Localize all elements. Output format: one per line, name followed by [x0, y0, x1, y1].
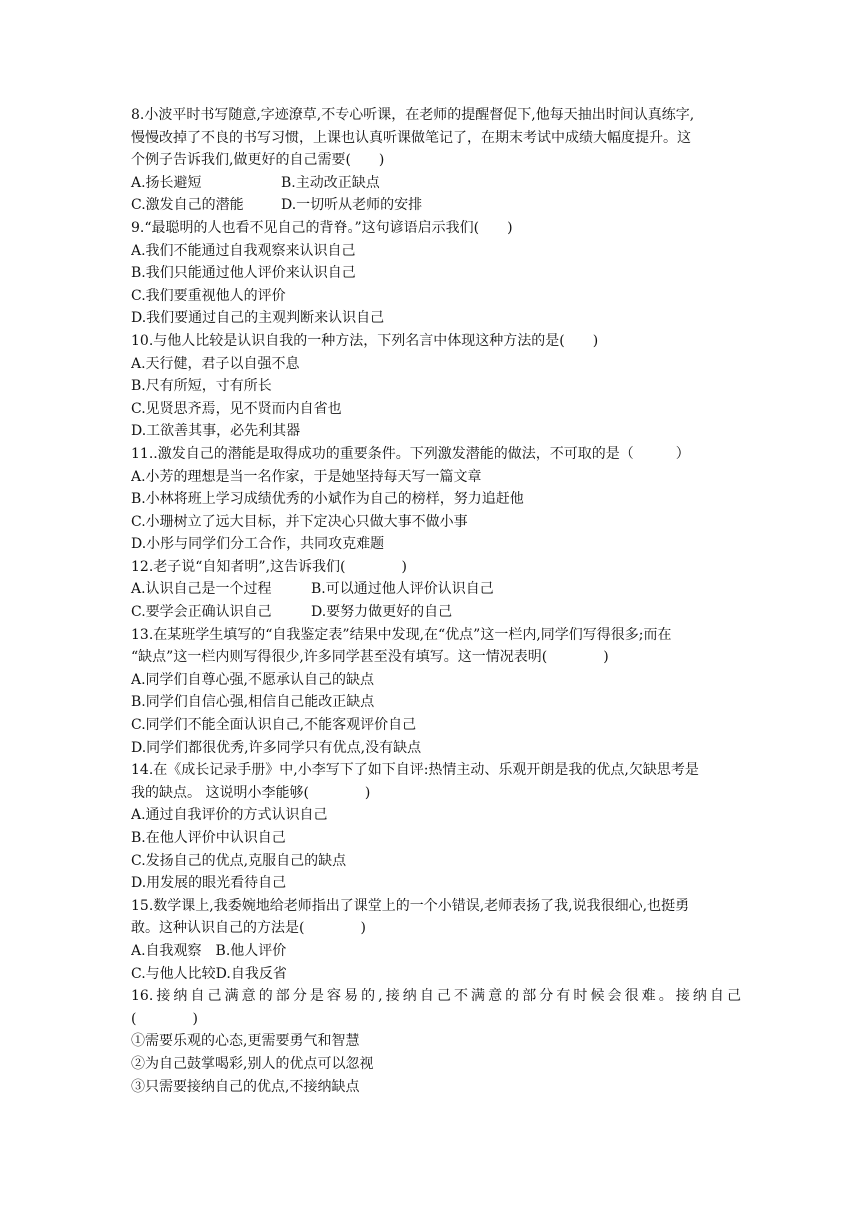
q15-options-ab: A.自我观察 B.他人评价: [131, 942, 287, 959]
q10-option-b: B.尺有所短，寸有所长: [131, 378, 272, 395]
q14-option-d: D.用发展的眼光看待自己: [131, 875, 287, 892]
q11-option-d: D.小彤与同学们分工合作，共同攻克难题: [131, 536, 385, 553]
q12-option-d: D.要努力做更好的自己: [311, 604, 453, 621]
q12-options-row1: [131, 578, 741, 601]
q13-stem-line1: 13.在某班学生填写的“自我鉴定表”结果中发现,在“优点”这一栏内,同学们写得很多;而在: [131, 626, 672, 643]
q13-option-d: D.同学们都很优秀,许多同学只有优点,没有缺点: [131, 739, 422, 756]
q10-option-d: D.工欲善其事，必先利其器: [131, 423, 301, 440]
q13-option-c: C.同学们不能全面认识自己,不能客观评价自己: [131, 717, 417, 734]
q14-stem-line1: 14.在《成长记录手册》中,小李写下了如下自评:热情主动、乐观开朗是我的优点,欠缺思考是: [131, 762, 699, 779]
q9-option-a: A.我们不能通过自我观察来认识自己: [131, 242, 356, 259]
q9-option-c: C.我们要重视他人的评价: [131, 287, 286, 304]
q12-options-row2: [131, 601, 741, 624]
q8-option-b: B.主动改正缺点: [281, 174, 380, 191]
q9-option-b: B.我们只能通过他人评价来认识自己: [131, 265, 356, 282]
q8-stem-line2: 慢慢改掉了不良的书写习惯，上课也认真听课做笔记了，在期末考试中成绩大幅度提升。这: [131, 129, 691, 146]
q12-stem: 12.老子说“自知者明”,这告诉我们( ): [131, 558, 407, 575]
q9-stem: 9.“最聪明的人也看不见自己的背脊。”这句谚语启示我们( ): [131, 219, 513, 236]
q11-option-b: B.小林将班上学习成绩优秀的小斌作为自己的榜样，努力追赶他: [131, 491, 524, 508]
q10-stem: 10.与他人比较是认识自我的一种方法，下列名言中体现这种方法的是( ): [131, 332, 599, 349]
q12-option-b: B.可以通过他人评价认识自己: [311, 581, 494, 598]
q15-stem-line1: 15.数学课上,我委婉地给老师指出了课堂上的一个小错误,老师表扬了我,说我很细心,也挺勇: [131, 897, 690, 914]
q10-option-a: A.天行健，君子以自强不息: [131, 355, 300, 372]
q10-option-c: C.见贤思齐焉，见不贤而内自省也: [131, 400, 342, 417]
q13-option-a: A.同学们自尊心强,不愿承认自己的缺点: [131, 671, 375, 688]
q14-option-b: B.在他人评价中认识自己: [131, 830, 286, 846]
q8-option-d: D.一切听从老师的安排: [281, 197, 423, 214]
q8-option-c: C.激发自己的潜能: [131, 197, 244, 214]
q15-stem-line2: 敢。这种认识自己的方法是( ): [131, 920, 366, 937]
q16-item-2: ②为自己鼓掌喝彩,别人的优点可以忽视: [131, 1055, 374, 1072]
q16-stem-line2: ( ): [131, 1010, 198, 1027]
q16-item-1: ①需要乐观的心态,更需要勇气和智慧: [131, 1033, 360, 1050]
q12-option-a: A.认识自己是一个过程: [131, 581, 272, 598]
q8-options-row2: [131, 194, 741, 217]
q8-options-row1: [131, 172, 741, 195]
q11-option-c: C.小珊树立了远大目标，并下定决心只做大事不做小事: [131, 513, 468, 530]
q9-option-d: D.我们要通过自己的主观判断来认识自己: [131, 310, 385, 327]
q11-stem: 11..激发自己的潜能是取得成功的重要条件。下列激发潜能的做法，不可取的是（ ）: [131, 445, 690, 462]
q16-stem-line1: 16.接纳自己满意的部分是容易的,接纳自己不满意的部分有时候会很难。接纳自己: [131, 988, 741, 1005]
q14-option-c: C.发扬自己的优点,克服自己的缺点: [131, 852, 347, 869]
q12-option-c: C.要学会正确认识自己: [131, 604, 272, 621]
q16-item-3: ③只需要接纳自己的优点,不接纳缺点: [131, 1078, 360, 1095]
q14-option-a: A.通过自我评价的方式认识自己: [131, 807, 328, 824]
q8-option-a: A.扬长避短: [131, 174, 202, 191]
q11-option-a: A.小芳的理想是当一名作家，于是她坚持每天写一篇文章: [131, 468, 482, 485]
q13-stem-line2: “缺点”这一栏内则写得很少,许多同学甚至没有填写。这一情况表明( ): [131, 649, 609, 666]
q14-stem-line2: 我的缺点。 这说明小李能够( ): [131, 784, 371, 801]
q13-option-b: B.同学们自信心强,相信自己能改正缺点: [131, 694, 375, 711]
q8-stem-line3: 个例子告诉我们,做更好的自己需要( ): [131, 152, 385, 169]
exam-page: [131, 104, 741, 1098]
q15-options-cd: C.与他人比较D.自我反省: [131, 965, 287, 982]
q8-stem-line1: 8.小波平时书写随意,字迹潦草,不专心听课，在老师的提醒督促下,他每天抽出时间认真练字,: [131, 107, 695, 123]
